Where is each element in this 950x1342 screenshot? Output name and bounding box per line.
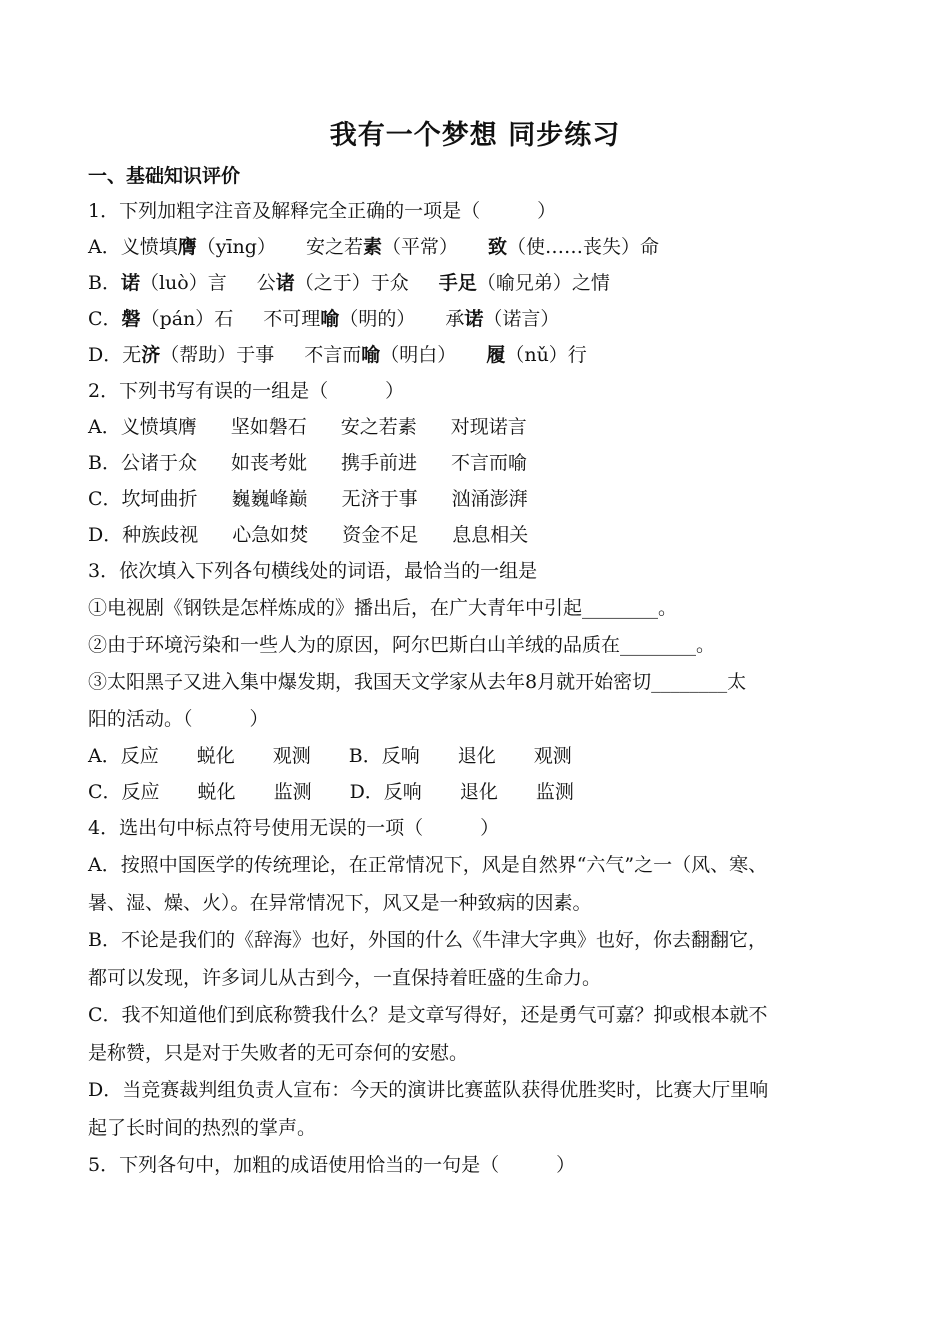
question-4-option-d: D．当竞赛裁判组负责人宣布：今天的演讲比赛蓝队获得优胜奖时，比赛大厅里响 bbox=[88, 1079, 769, 1101]
question-4-option-c: C．我不知道他们到底称赞我什么？是文章写得好，还是勇气可嘉？抑或根本就不 bbox=[88, 1004, 768, 1026]
section-heading: 一、基础知识评价 bbox=[88, 165, 241, 187]
question-1-option-b: B．诺（luò）言 公诸（之于）于众 手足（喻兄弟）之情 bbox=[88, 272, 610, 294]
question-3-options-cd: C．反应 蜕化 监测 D．反响 退化 监测 bbox=[88, 781, 574, 803]
question-3-sentence-3: ③太阳黑子又进入集中爆发期，我国天文学家从去年8月就开始密切________太 bbox=[88, 671, 747, 693]
question-3-sentence-3-cont: 阳的活动。（ ） bbox=[88, 708, 269, 730]
question-4-option-d-cont: 起了长时间的热烈的掌声。 bbox=[88, 1117, 317, 1139]
question-3-options-ab: A．反应 蜕化 观测 B．反响 退化 观测 bbox=[88, 745, 572, 767]
question-4-option-b: B．不论是我们的《辞海》也好，外国的什么《牛津大字典》也好，你去翻翻它， bbox=[88, 929, 767, 951]
question-3-sentence-1: ①电视剧《钢铁是怎样炼成的》播出后，在广大青年中引起________。 bbox=[88, 597, 678, 619]
question-2-option-a: A．义愤填膺 坚如磐石 安之若素 对现诺言 bbox=[88, 416, 527, 438]
question-1-option-a: A．义愤填膺（yīng） 安之若素（平常） 致（使……丧失）命 bbox=[88, 236, 660, 258]
question-4-option-a-cont: 暑、湿、燥、火）。在异常情况下，风又是一种致病的因素。 bbox=[88, 892, 592, 914]
question-4-option-b-cont: 都可以发现，许多词儿从古到今，一直保持着旺盛的生命力。 bbox=[88, 967, 602, 989]
question-2-stem: 2．下列书写有误的一组是（ ） bbox=[88, 380, 405, 402]
question-1-stem: 1．下列加粗字注音及解释完全正确的一项是（ ） bbox=[88, 200, 557, 222]
question-2-option-d: D．种族歧视 心急如焚 资金不足 息息相关 bbox=[88, 524, 529, 546]
question-1-option-c: C．磐（pán）石 不可理喻（明的） 承诺（诺言） bbox=[88, 308, 560, 330]
question-4-stem: 4．选出句中标点符号使用无误的一项（ ） bbox=[88, 817, 500, 839]
question-2-option-c: C．坎坷曲折 巍巍峰巅 无济于事 汹涌澎湃 bbox=[88, 488, 528, 510]
question-3-stem: 3．依次填入下列各句横线处的词语，最恰当的一组是 bbox=[88, 560, 538, 582]
page-title: 我有一个梦想 同步练习 bbox=[329, 120, 621, 151]
question-5-stem: 5．下列各句中，加粗的成语使用恰当的一句是（ ） bbox=[88, 1154, 576, 1176]
question-4-option-a: A．按照中国医学的传统理论，在正常情况下，风是自然界“六气”之一（风、寒、 bbox=[88, 854, 768, 876]
question-4-option-c-cont: 是称赞，只是对于失败者的无可奈何的安慰。 bbox=[88, 1042, 469, 1064]
question-3-sentence-2: ②由于环境污染和一些人为的原因，阿尔巴斯白山羊绒的品质在________。 bbox=[88, 634, 716, 656]
question-2-option-b: B．公诸于众 如丧考妣 携手前进 不言而喻 bbox=[88, 452, 528, 474]
question-1-option-d: D．无济（帮助）于事 不言而喻（明白） 履（nǔ）行 bbox=[88, 344, 587, 366]
